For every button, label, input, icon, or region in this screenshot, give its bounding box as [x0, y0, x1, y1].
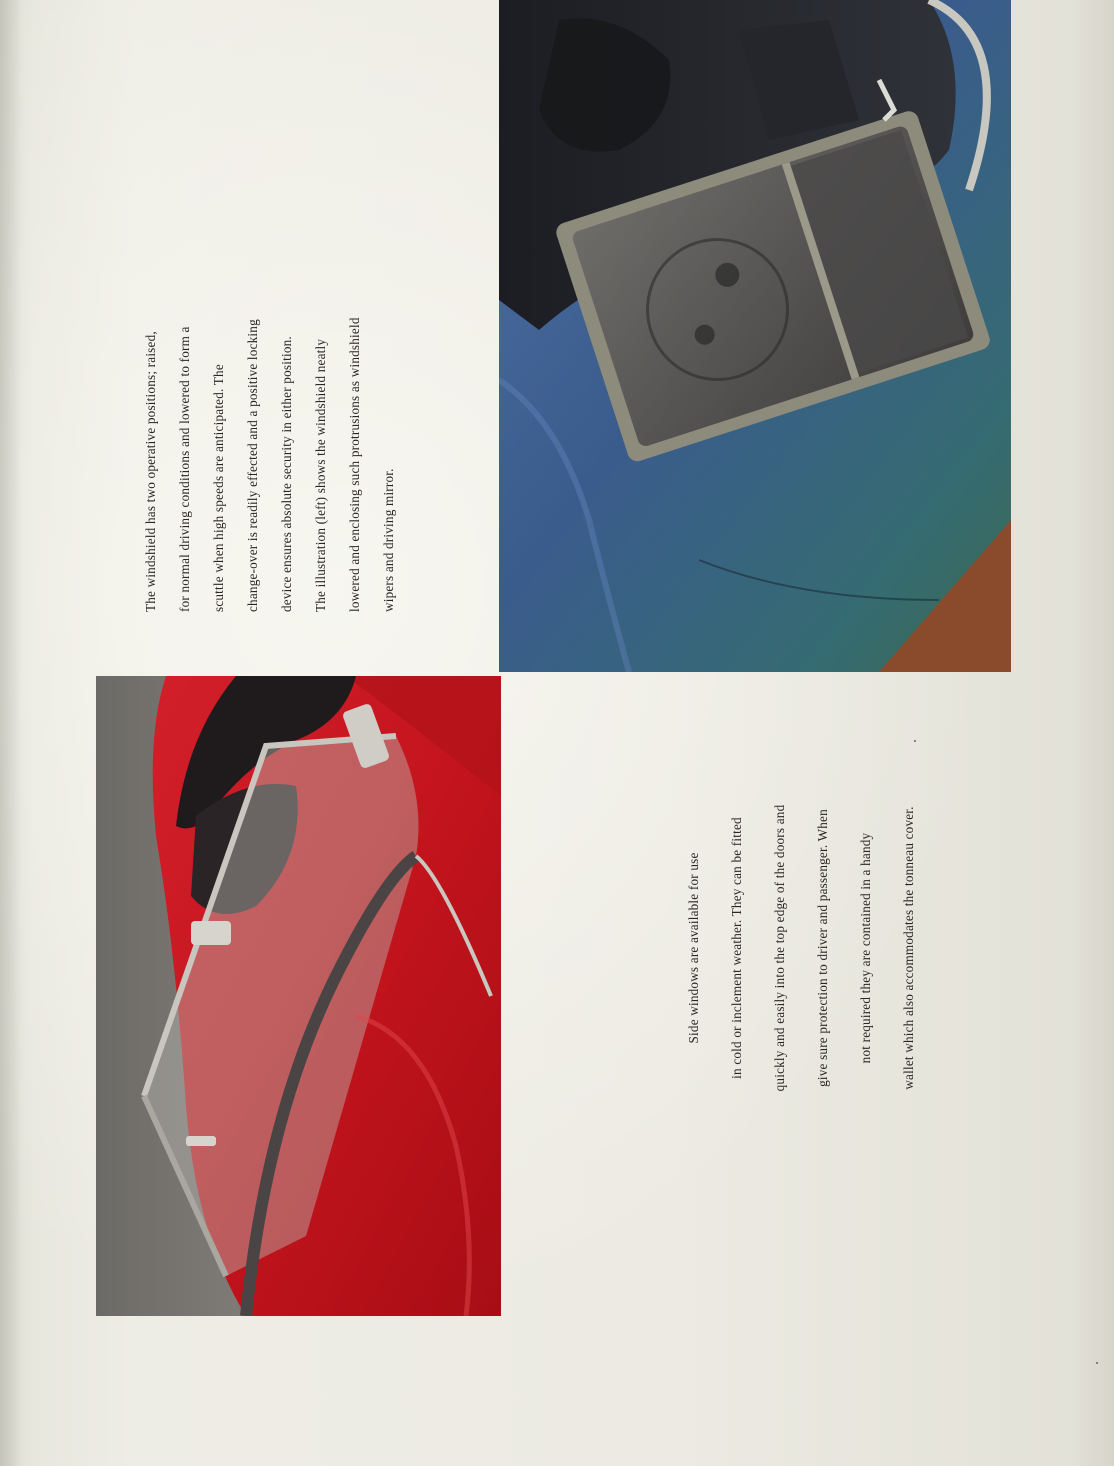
text-line: wipers and driving mirror. [381, 468, 396, 612]
text-line: lowered and enclosing such protrusions as windshield [347, 317, 362, 612]
text-line: in cold or inclement weather. They can be fitted [729, 817, 744, 1079]
windshield-description [134, 172, 406, 612]
page-spine-shadow [0, 0, 22, 1466]
text-line: give sure protection to driver and passenger. When [815, 809, 830, 1087]
text-line: for normal driving conditions and lowered to form a [177, 326, 192, 612]
text-line: Side windows are available for use [686, 852, 701, 1044]
text-line: wallet which also accommodates the tonneau cover. [901, 806, 916, 1090]
text-line: quickly and easily into the top edge of the doors and [772, 804, 787, 1092]
paper-speck [914, 740, 916, 742]
text-line: change-over is readily effected and a positive locking [245, 319, 260, 612]
text-line: The illustration (left) shows the windshield neatly [313, 338, 328, 612]
blue-car-windshield-photo [499, 0, 1011, 672]
paper-speck [1096, 1362, 1098, 1364]
text-line: The windshield has two operative positions; raised, [143, 331, 158, 612]
text-line: not required they are contained in a handy [858, 832, 873, 1064]
red-car-side-window-photo [96, 676, 501, 1316]
text-line: scuttle when high speeds are anticipated. The [211, 364, 226, 612]
text-line: device ensures absolute security in either position. [279, 336, 294, 612]
side-windows-description [672, 718, 930, 1178]
